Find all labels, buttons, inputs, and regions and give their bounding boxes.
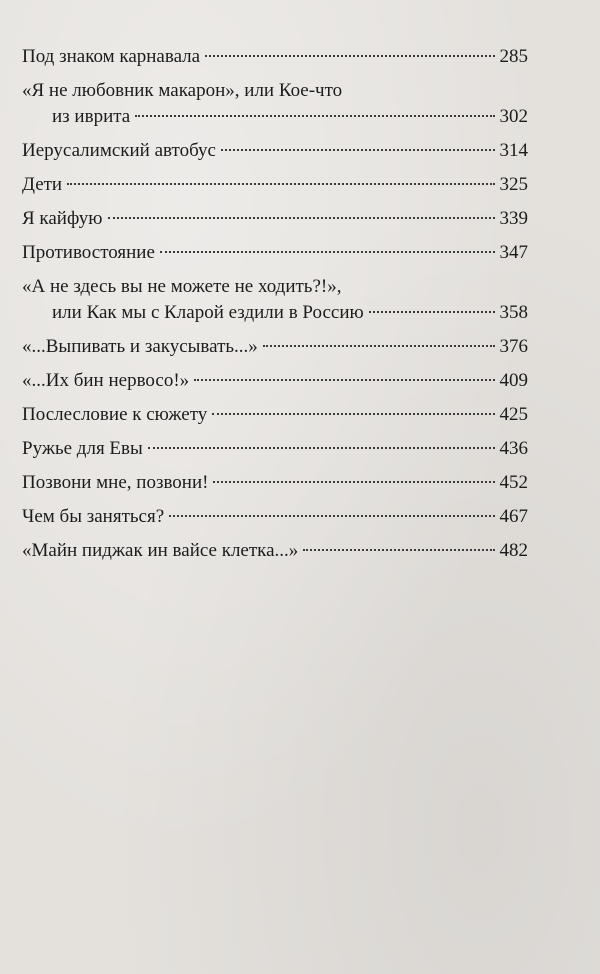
dot-leader xyxy=(148,447,495,449)
dot-leader xyxy=(194,379,494,381)
toc-entry-title: «А не здесь вы не можете не ходить?!», xyxy=(22,276,342,297)
toc-line xyxy=(22,44,528,70)
toc-line xyxy=(22,240,528,266)
toc-entry-title: «Я не любовник макарон», или Кое-что xyxy=(22,80,343,101)
toc-page-number: 358 xyxy=(499,302,528,323)
toc-entry xyxy=(22,368,528,394)
toc-page-number: 347 xyxy=(499,242,528,263)
toc-entry xyxy=(22,44,528,70)
toc-line xyxy=(22,402,528,428)
toc-page-number: 425 xyxy=(499,404,528,425)
toc-page-number: 285 xyxy=(499,46,528,67)
toc-page-number: 339 xyxy=(499,208,528,229)
toc-entry-title: Чем бы заняться? xyxy=(22,506,165,527)
toc-line xyxy=(22,368,528,394)
dot-leader xyxy=(169,515,494,517)
toc-entry-title: Под знаком карнавала xyxy=(22,46,201,67)
toc-entry xyxy=(22,402,528,428)
toc-page-number: 436 xyxy=(499,438,528,459)
table-of-contents xyxy=(22,44,528,572)
toc-page-number: 314 xyxy=(499,140,528,161)
toc-entry xyxy=(22,78,528,130)
toc-entry xyxy=(22,138,528,164)
toc-page-number: 376 xyxy=(499,336,528,357)
toc-entry-title: Позвони мне, позвони! xyxy=(22,472,209,493)
toc-page-number: 409 xyxy=(499,370,528,391)
toc-page-number: 452 xyxy=(499,472,528,493)
toc-line-continuation xyxy=(22,104,528,130)
toc-page-number: 325 xyxy=(499,174,528,195)
toc-entry xyxy=(22,504,528,530)
toc-line xyxy=(22,172,528,198)
toc-page-number: 482 xyxy=(499,540,528,561)
dot-leader xyxy=(160,251,495,253)
dot-leader xyxy=(108,217,495,219)
toc-line xyxy=(22,470,528,496)
toc-line xyxy=(22,274,528,300)
dot-leader xyxy=(205,55,494,57)
toc-line xyxy=(22,538,528,564)
toc-line xyxy=(22,78,528,104)
dot-leader xyxy=(263,345,495,347)
toc-line xyxy=(22,206,528,232)
toc-page-number: 302 xyxy=(499,106,528,127)
dot-leader xyxy=(212,413,494,415)
toc-line xyxy=(22,436,528,462)
dot-leader xyxy=(369,311,495,313)
toc-entry xyxy=(22,334,528,360)
toc-line xyxy=(22,504,528,530)
toc-line-continuation xyxy=(22,300,528,326)
toc-entry-title: Ружье для Евы xyxy=(22,438,143,459)
toc-entry xyxy=(22,240,528,266)
toc-entry-title-continuation: из иврита xyxy=(52,106,131,127)
toc-entry xyxy=(22,436,528,462)
toc-line xyxy=(22,334,528,360)
toc-entry xyxy=(22,538,528,564)
toc-entry xyxy=(22,274,528,326)
toc-entry xyxy=(22,172,528,198)
toc-entry-title-continuation: или Как мы с Кларой ездили в Россию xyxy=(52,302,364,323)
toc-entry-title: «...Их бин нервосо!» xyxy=(22,370,190,391)
dot-leader xyxy=(213,481,494,483)
toc-page-number: 467 xyxy=(499,506,528,527)
toc-entry xyxy=(22,206,528,232)
toc-entry-title: «Майн пиджак ин вайсе клетка...» xyxy=(22,540,299,561)
toc-entry-title: «...Выпивать и закусывать...» xyxy=(22,336,258,357)
toc-entry-title: Противостояние xyxy=(22,242,155,263)
toc-entry-title: Послесловие к сюжету xyxy=(22,404,208,425)
dot-leader xyxy=(67,183,494,185)
toc-entry-title: Дети xyxy=(22,174,63,195)
toc-line xyxy=(22,138,528,164)
dot-leader xyxy=(135,115,494,117)
dot-leader xyxy=(221,149,495,151)
toc-entry-title: Я кайфую xyxy=(22,208,103,229)
toc-entry-title: Иерусалимский автобус xyxy=(22,140,216,161)
toc-entry xyxy=(22,470,528,496)
dot-leader xyxy=(303,549,494,551)
